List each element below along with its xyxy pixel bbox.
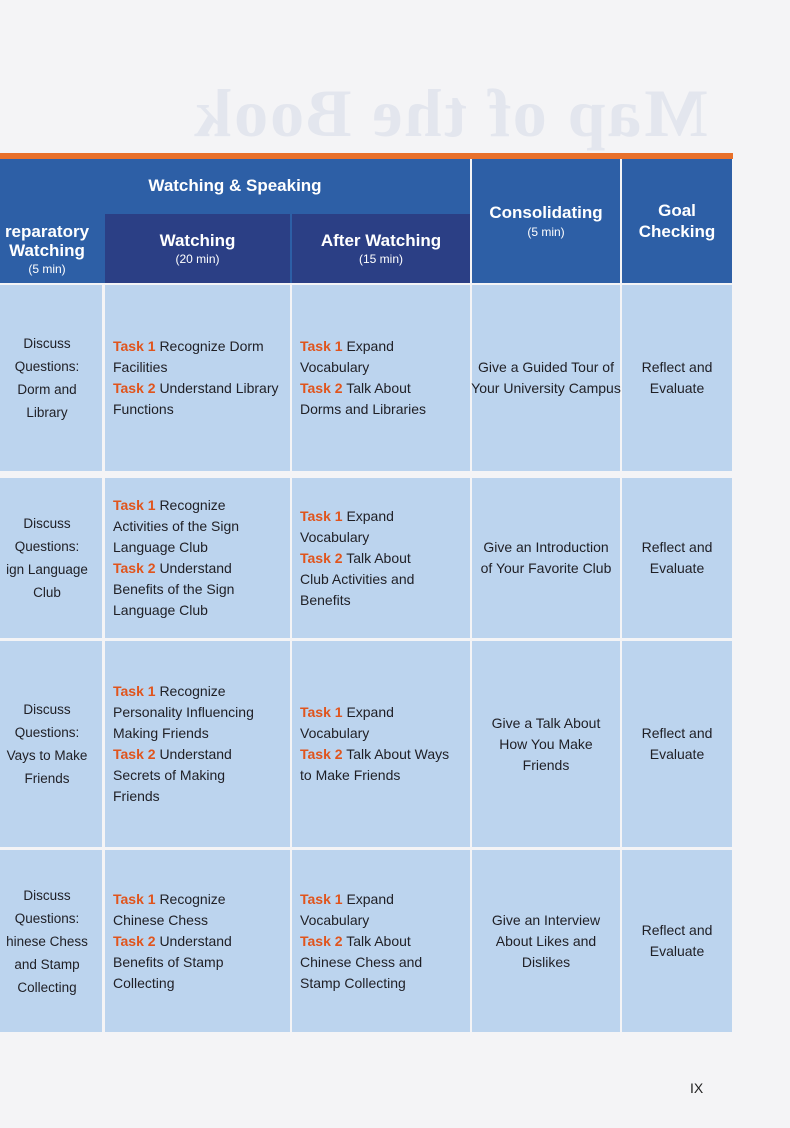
task-text: Dorms and Libraries <box>300 401 427 417</box>
cell-consolidating <box>472 478 620 638</box>
task-line <box>300 702 470 723</box>
task-line <box>113 336 290 357</box>
cell-watching <box>105 478 290 638</box>
page-number: IX <box>690 1080 704 1096</box>
task-line <box>300 973 470 994</box>
cell-line: Give a Talk About <box>491 714 601 731</box>
task-text: Talk About <box>346 380 411 396</box>
task-text: Expand <box>346 338 394 354</box>
task-line <box>300 590 470 611</box>
cell-line: Discuss <box>23 336 71 351</box>
cell-goal <box>622 478 732 638</box>
task-line <box>300 931 470 952</box>
task-text: Collecting <box>113 974 175 991</box>
cell-line: Give a Guided Tour of <box>478 359 614 375</box>
task-line <box>113 399 290 420</box>
task-line <box>113 579 290 600</box>
cell-line: Your University Campus <box>471 380 621 396</box>
cell-goal <box>622 850 732 1032</box>
task-number: Task 2 <box>113 932 156 949</box>
task-line <box>113 910 290 931</box>
task-line <box>113 744 290 765</box>
task-text: Expand <box>346 704 394 720</box>
header-goal-checking <box>622 159 732 283</box>
task-number: Task 2 <box>300 549 343 566</box>
task-number: Task 1 <box>113 890 156 907</box>
cell-after <box>292 850 470 1032</box>
task-line <box>300 378 470 399</box>
task-text: Understand <box>159 560 232 576</box>
header-consolidating <box>472 159 620 283</box>
task-line <box>300 744 470 765</box>
cell-line: Evaluate <box>649 380 705 396</box>
task-number: Task 1 <box>300 507 343 524</box>
task-number: Task 2 <box>113 746 156 762</box>
cell-after <box>292 641 470 847</box>
task-line <box>113 495 290 516</box>
header-after-duration: (15 min) <box>358 252 403 266</box>
task-text: Friends <box>113 788 160 804</box>
task-line <box>113 889 290 910</box>
cell-line: Vays to Make <box>6 748 88 763</box>
task-text: Expand <box>346 890 394 907</box>
header-preparatory-line1: reparatory <box>4 221 90 241</box>
cell-line: Dislikes <box>521 953 571 970</box>
cell-line: ign Language <box>6 562 88 577</box>
task-text: Understand <box>159 932 232 949</box>
task-text: Language Club <box>113 602 208 618</box>
task-line <box>113 681 290 702</box>
cell-after <box>292 285 470 471</box>
cell-line: How You Make <box>499 735 593 752</box>
cell-line: About Likes and <box>495 932 597 949</box>
task-text: Club Activities and <box>300 570 415 587</box>
task-text: Understand Library <box>159 380 279 396</box>
cell-watching <box>105 850 290 1032</box>
task-line <box>113 702 290 723</box>
task-text: Chinese Chess <box>113 911 208 928</box>
task-text: Recognize <box>159 890 226 907</box>
cell-line: Questions: <box>14 539 80 554</box>
task-text: Benefits <box>300 591 351 608</box>
task-line <box>113 537 290 558</box>
task-text: Benefits of Stamp <box>113 953 224 970</box>
task-number: Task 1 <box>300 890 343 907</box>
task-line <box>113 973 290 994</box>
cell-line: Give an Introduction <box>483 539 609 555</box>
task-line <box>300 548 470 569</box>
cell-line: of Your Favorite Club <box>480 560 612 576</box>
task-line <box>300 527 470 548</box>
task-number: Task 2 <box>113 380 156 396</box>
cell-line: Give an Interview <box>491 911 601 928</box>
cell-prep <box>0 850 102 1032</box>
task-line <box>113 786 290 807</box>
task-text: Vocabulary <box>300 911 370 928</box>
cell-line: Discuss <box>23 887 71 903</box>
header-preparatory-line2: Watching <box>9 240 85 260</box>
header-watching-label: Watching <box>159 231 236 250</box>
task-text: Talk About <box>346 932 411 949</box>
cell-line: and Stamp <box>14 956 80 972</box>
task-line <box>300 506 470 527</box>
cell-consolidating <box>472 285 620 471</box>
task-line <box>113 357 290 378</box>
header-goal-line1: Goal <box>658 201 696 220</box>
task-text: Talk About Ways <box>346 746 450 762</box>
task-number: Task 1 <box>113 338 156 354</box>
task-text: Vocabulary <box>300 725 370 741</box>
cell-line: Collecting <box>17 979 77 995</box>
header-watching <box>105 214 290 283</box>
task-number: Task 1 <box>113 683 156 699</box>
task-text: Secrets of Making <box>113 767 226 783</box>
task-text: Expand <box>346 507 394 524</box>
cell-line: Questions: <box>14 725 80 740</box>
header-consolidating-label: Consolidating <box>489 203 603 222</box>
task-line <box>300 952 470 973</box>
task-line <box>113 378 290 399</box>
cell-watching <box>105 285 290 471</box>
task-text: Activities of the Sign <box>113 518 240 534</box>
cell-line: Friends <box>522 756 570 773</box>
task-text: Talk About <box>346 549 411 566</box>
header-watching-speaking: Watching & Speaking <box>148 175 322 195</box>
task-number: Task 1 <box>300 704 343 720</box>
task-line <box>113 723 290 744</box>
task-text: Vocabulary <box>300 528 370 545</box>
header-after-watching <box>292 214 470 283</box>
cell-goal <box>622 641 732 847</box>
task-number: Task 2 <box>113 560 156 576</box>
task-line <box>300 723 470 744</box>
cell-line: Reflect and <box>641 359 713 375</box>
cell-line: Questions: <box>14 910 80 926</box>
cell-line: Dorm and <box>17 382 77 397</box>
task-text: Making Friends <box>113 725 209 741</box>
cell-line: Friends <box>24 771 70 786</box>
task-number: Task 2 <box>300 380 343 396</box>
cell-line: Reflect and <box>641 922 713 938</box>
cell-consolidating <box>472 850 620 1032</box>
header-goal-line2: Checking <box>638 222 716 241</box>
task-line <box>113 558 290 579</box>
task-line <box>300 765 470 786</box>
cell-prep <box>0 285 102 471</box>
task-number: Task 1 <box>113 497 156 513</box>
task-text: Personality Influencing <box>113 704 254 720</box>
task-text: Stamp Collecting <box>300 974 406 991</box>
cell-line: Evaluate <box>649 943 705 959</box>
header-consolidating-duration: (5 min) <box>527 225 565 239</box>
task-number: Task 2 <box>300 932 343 949</box>
header-watching-duration: (20 min) <box>175 252 220 266</box>
task-line <box>300 357 470 378</box>
task-line <box>113 931 290 952</box>
page-title: Map of the Book <box>192 75 708 151</box>
task-text: Recognize Dorm <box>159 338 264 354</box>
cell-after <box>292 478 470 638</box>
cell-watching <box>105 641 290 847</box>
task-text: Vocabulary <box>300 359 370 375</box>
task-text: Recognize <box>159 683 226 699</box>
cell-line: Discuss <box>23 702 71 717</box>
task-text: Functions <box>113 401 174 417</box>
cell-line: Evaluate <box>649 746 705 762</box>
cell-consolidating <box>472 641 620 847</box>
header-preparatory-duration: (5 min) <box>28 261 66 276</box>
task-line <box>300 910 470 931</box>
task-line <box>300 399 470 420</box>
cell-line: Questions: <box>14 359 80 374</box>
header-after-label: After Watching <box>320 231 442 250</box>
cell-prep <box>0 641 102 847</box>
task-line <box>113 600 290 621</box>
cell-line: Reflect and <box>641 725 713 741</box>
task-text: Recognize <box>159 497 226 513</box>
task-text: to Make Friends <box>300 767 401 783</box>
cell-line: Discuss <box>23 516 71 531</box>
cell-goal <box>622 285 732 471</box>
cell-line: Evaluate <box>649 560 705 576</box>
task-number: Task 1 <box>300 338 343 354</box>
task-line <box>113 952 290 973</box>
header-preparatory <box>0 214 102 283</box>
task-line <box>300 889 470 910</box>
task-text: Language Club <box>113 539 208 555</box>
task-line <box>300 569 470 590</box>
task-line <box>113 765 290 786</box>
cell-prep <box>0 478 102 638</box>
task-number: Task 2 <box>300 746 343 762</box>
task-line <box>300 336 470 357</box>
cell-line: hinese Chess <box>6 933 88 949</box>
task-line <box>113 516 290 537</box>
task-text: Chinese Chess and <box>300 953 423 970</box>
task-text: Understand <box>159 746 232 762</box>
cell-line: Library <box>26 405 68 420</box>
task-text: Facilities <box>113 359 168 375</box>
cell-line: Club <box>33 585 61 600</box>
cell-line: Reflect and <box>641 539 713 555</box>
task-text: Benefits of the Sign <box>113 581 235 597</box>
